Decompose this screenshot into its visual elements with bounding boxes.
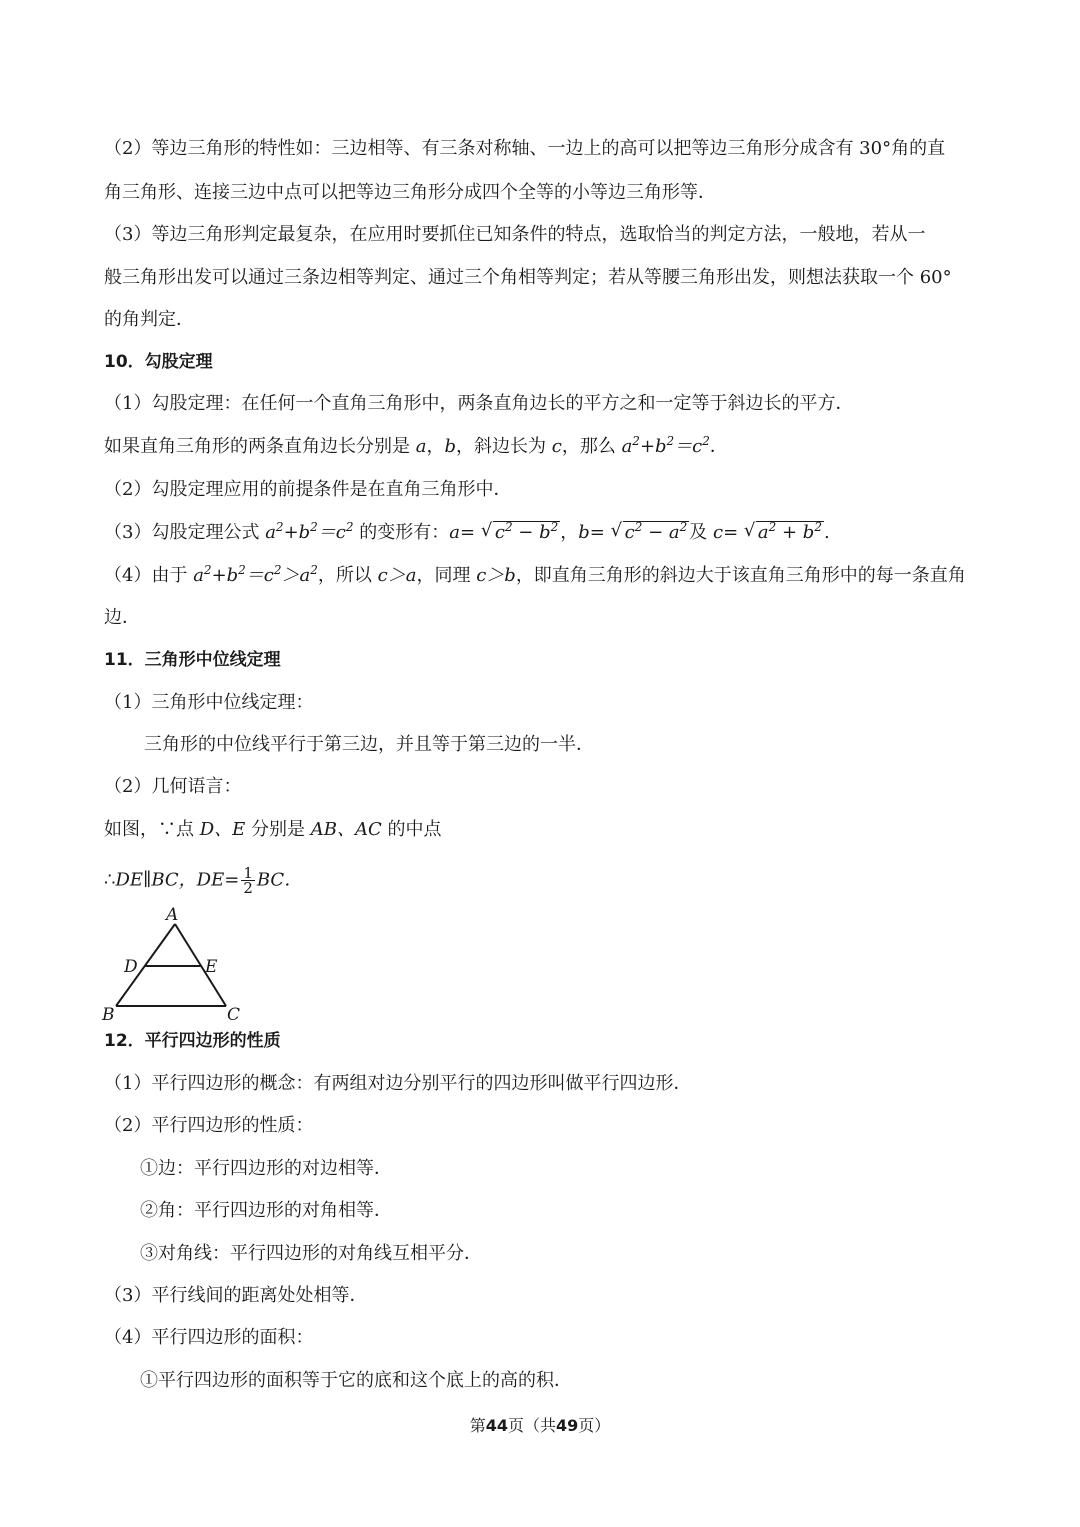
fraction-one-half: $\frac{1}{2}$ [243,864,253,897]
paragraph-equilateral-2b: 角三角形、连接三边中点可以把等边三角形分成四个全等的小等边三角形等． [104,182,716,203]
pythagorean-formula: $a^2+b^2=c^2$ [621,434,710,457]
parallelogram-item-4: （4）平行四边形的面积： [104,1327,314,1348]
parallelogram-item-2: （2）平行四边形的性质： [104,1115,314,1136]
midline-item-1b: 三角形的中位线平行于第三边，并且等于第三边的一半． [144,734,594,755]
pythagorean-item-3: （3）勾股定理公式 $a^2+b^2=c^2$ 的变形有：a= √ $c^2 - b^2$ ，b= √ $c^2 - a^2$ 及 c= √ $a^2 + b^2$ . [104,521,980,545]
pythagorean-item-4: （4）由于 $a^2+b^2=c^2>a^2$，所以 c＞a，同理 c＞b，即直角三角形的斜边大于该直角三角形中的每一条直角 [104,563,966,586]
section-heading-pythagorean: 10．勾股定理 [104,352,213,372]
midline-item-2: （2）几何语言： [104,776,242,797]
paragraph-equilateral-3b: 般三角形出发可以通过三条边相等判定、通过三个角相等判定；若从等腰三角形出发，则想法获取一个 60° [104,267,952,288]
midline-conclusion: ∴DE∥BC，DE= $\frac{1}{2}$ BC． [104,864,303,897]
midline-item-2b: 如图，∵点 D、E 分别是 AB、AC 的中点 [104,819,442,840]
page-number: 44 [485,1416,508,1435]
paragraph-equilateral-2a: （2）等边三角形的特性如：三边相等、有三条对称轴、一边上的高可以把等边三角形分成含有 30°角的直 [104,138,946,159]
sqrt-c2-a2: √ $c^2 - a^2$ [611,521,690,545]
sqrt-c2-b2: √ $c^2 - b^2$ [481,521,560,545]
label-c: C [227,1005,241,1025]
label-e: E [205,957,218,977]
triangle-midline-figure [98,902,258,1026]
pythagorean-item-1b: 如果直角三角形的两条直角边长分别是 a，b，斜边长为 c，那么 $a^2+b^2=c^2$． [104,434,728,457]
label-b: B [102,1005,115,1025]
pythagorean-item-2: （2）勾股定理应用的前提条件是在直角三角形中． [104,479,512,500]
parallelogram-item-1: （1）平行四边形的概念：有两组对边分别平行的四边形叫做平行四边形． [104,1073,692,1094]
pythagorean-item-1: （1）勾股定理：在任何一个直角三角形中，两条直角边长的平方之和一定等于斜边长的平方． [104,393,854,414]
label-d: D [124,957,138,977]
label-a: A [166,905,179,925]
parallelogram-item-2b: ②角：平行四边形的对角相等． [140,1200,392,1221]
page-footer: 第44页（共49页） [469,1416,611,1435]
section-heading-midline: 11．三角形中位线定理 [104,650,281,670]
paragraph-equilateral-3c: 的角判定． [104,309,194,330]
parallelogram-item-3: （3）平行线间的距离处处相等． [104,1285,368,1306]
paragraph-equilateral-3a: （3）等边三角形判定最复杂，在应用时要抓住已知条件的特点，选取恰当的判定方法，一般地，若从一 [104,224,926,245]
parallelogram-item-2c: ③对角线：平行四边形的对角线互相平分． [140,1243,482,1264]
total-pages: 49 [556,1416,579,1435]
parallelogram-item-4a: ①平行四边形的面积等于它的底和这个底上的高的积． [140,1370,572,1391]
midline-item-1: （1）三角形中位线定理： [104,692,314,713]
section-heading-parallelogram: 12．平行四边形的性质 [104,1031,281,1051]
sqrt-a2-b2: √ $a^2 + b^2$ [744,521,824,545]
pythagorean-item-4b: 边． [104,607,140,628]
parallelogram-item-2a: ①边：平行四边形的对边相等． [140,1158,392,1179]
